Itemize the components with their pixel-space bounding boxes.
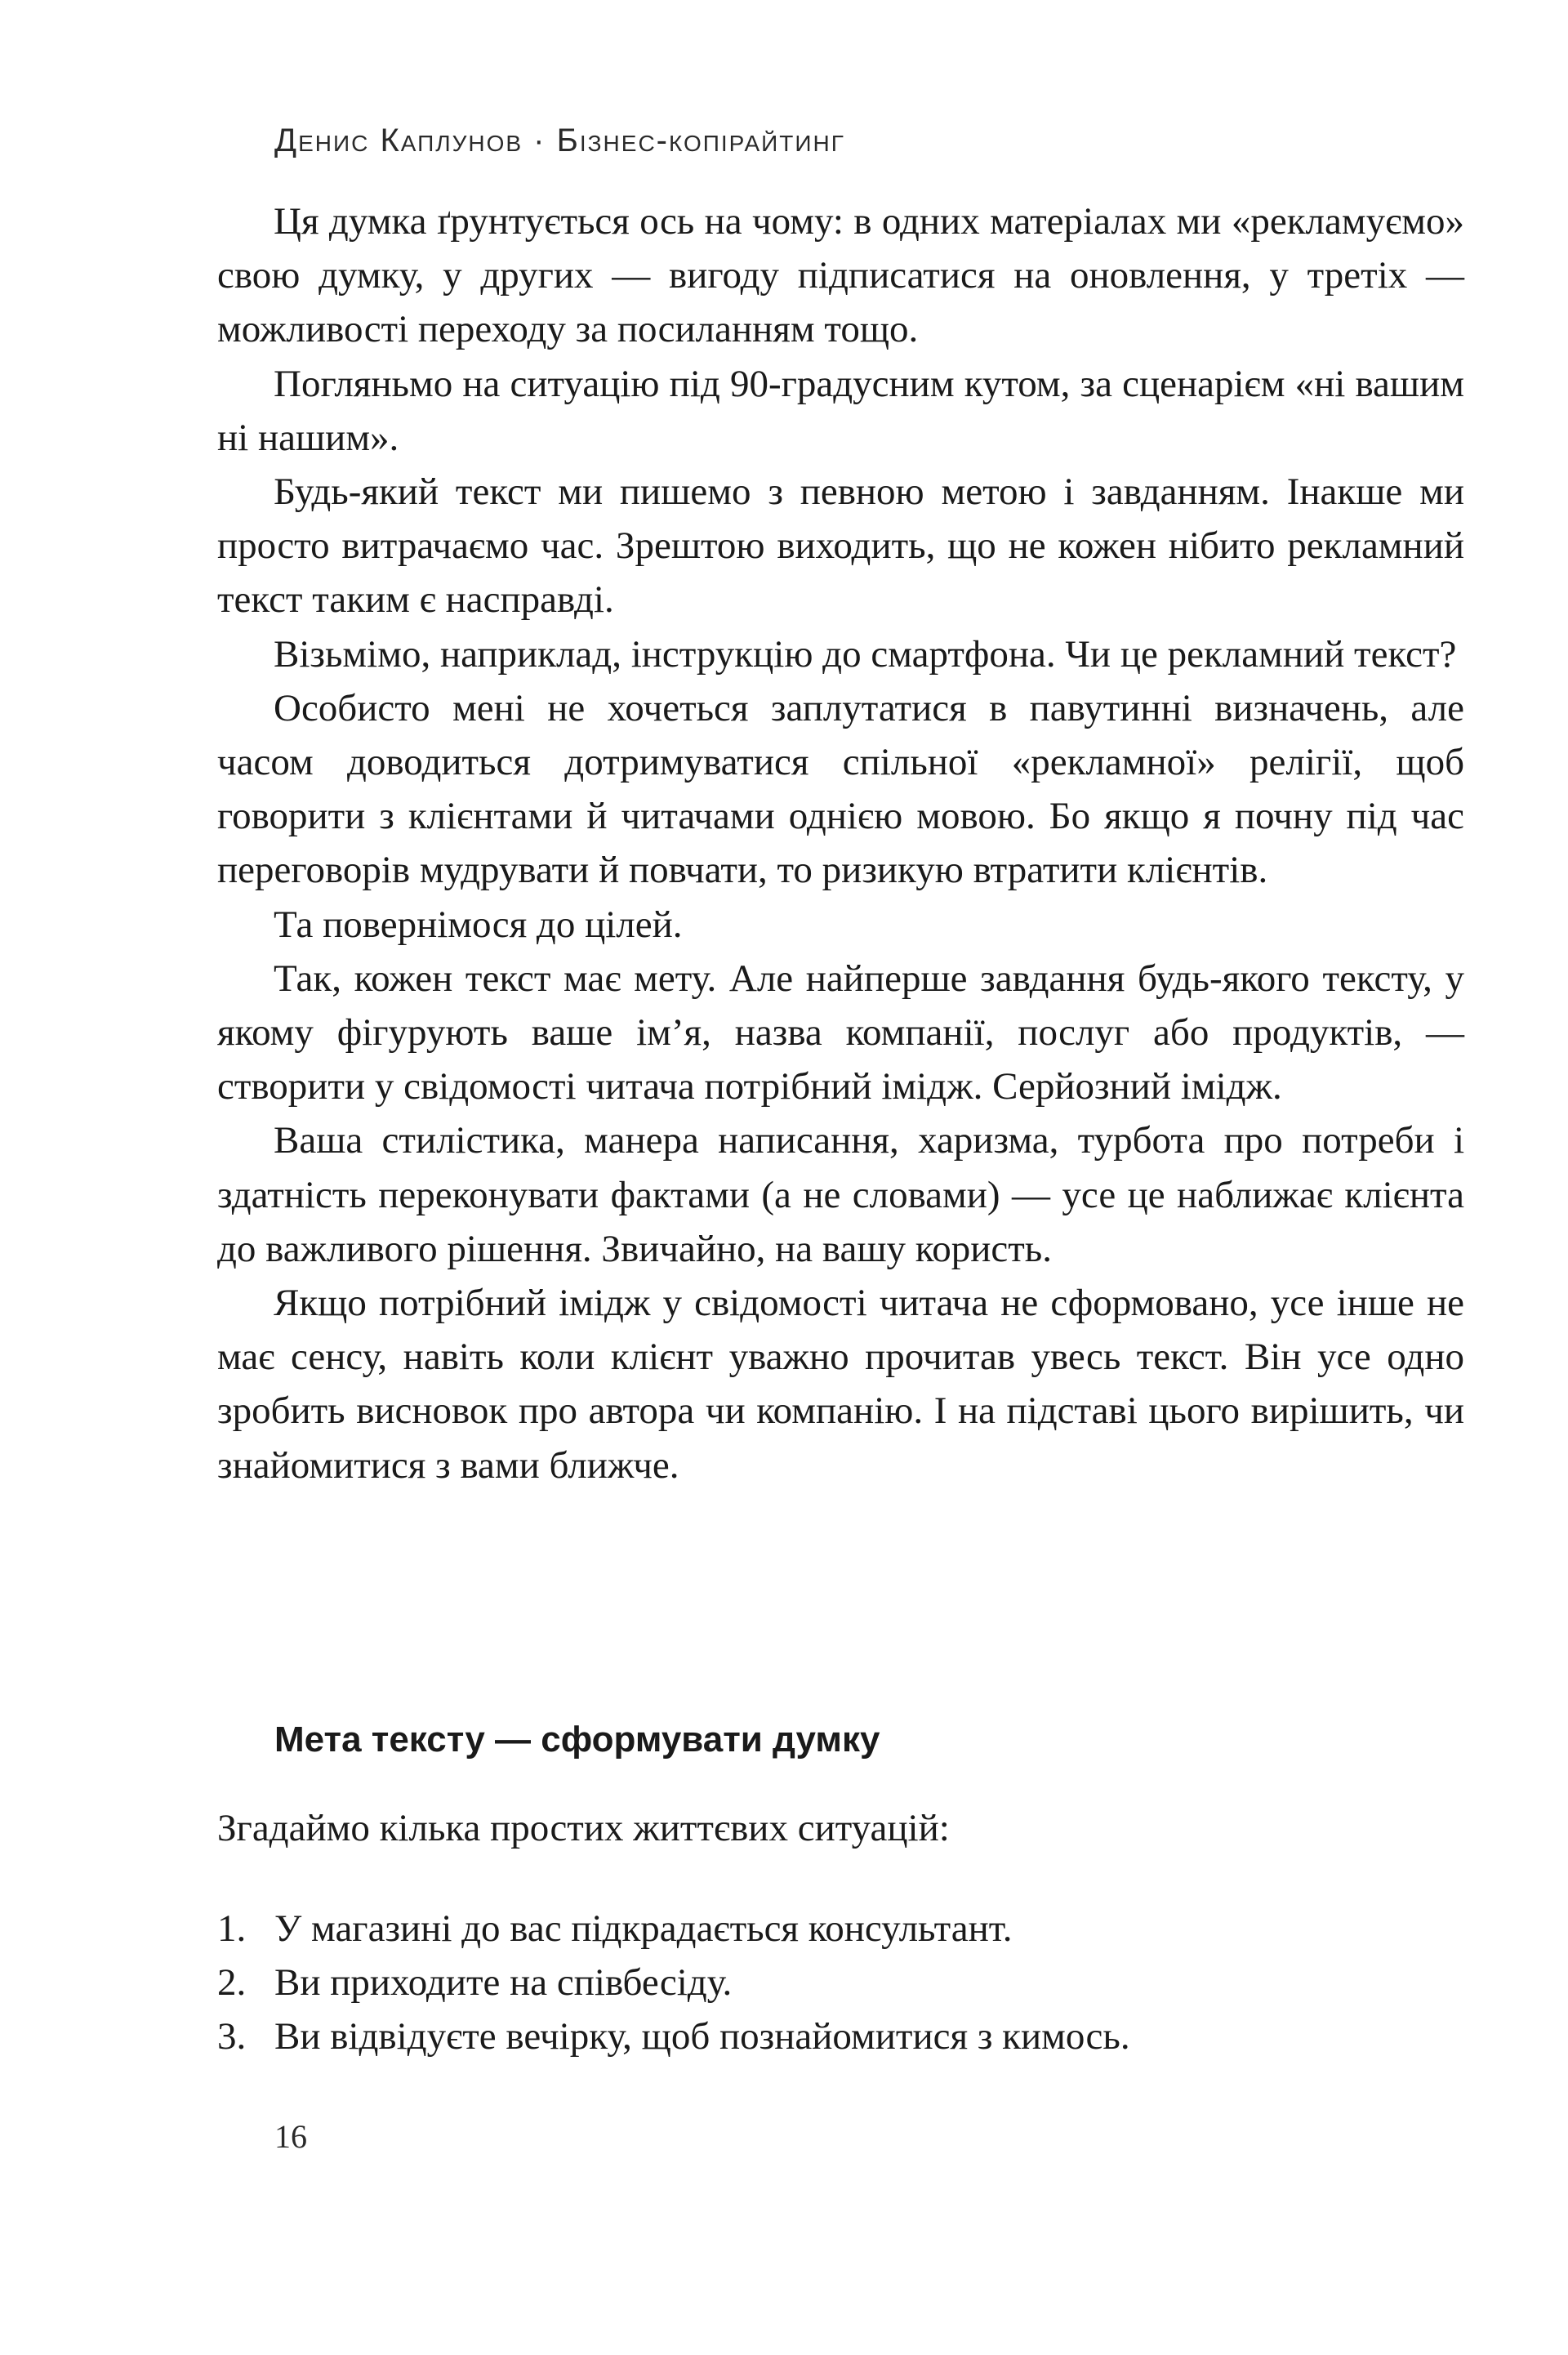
paragraph: Візьмімо, наприклад, інструкцію до смартфона. Чи це рекламний текст? <box>274 632 1457 676</box>
list-number: 2. <box>217 1961 247 2004</box>
list-number: 3. <box>217 2015 247 2058</box>
list-text: Ви приходите на співбесіду. <box>274 1961 733 2004</box>
section-heading: Мета тексту — сформувати думку <box>274 1719 880 1760</box>
list-item <box>217 1956 1130 2009</box>
section-intro: Згадаймо кілька простих життєвих ситуацій: <box>217 1807 950 1849</box>
paragraph: Та повернімося до цілей. <box>274 903 683 946</box>
list-text: Ви відвідуєте вечірку, щоб познайомитися з кимось. <box>274 2015 1130 2058</box>
list-text: У магазині до вас підкрадається консультант. <box>274 1907 1013 1950</box>
paragraph: Ця думка ґрунтується ось на чому: в одних матеріалах ми «рекламуємо» свою думку, у других — вигоду підписатися на оновлення, у третіх — можливості переходу за посиланням тощо. <box>217 200 1464 351</box>
page-number: 16 <box>274 2118 307 2155</box>
running-head: Денис Каплунов · Бізнес-копірайтинг <box>274 123 845 158</box>
paragraph: Якщо потрібний імідж у свідомості читача не сформовано, усе інше не має сенсу, навіть коли клієнт уважно прочитав увесь текст. Він усе одно зробить висновок про автора чи компанію. І на підставі цього вирішить, чи знайомитися з вами ближче. <box>217 1282 1464 1487</box>
situations-list <box>217 1902 1130 2063</box>
list-number: 1. <box>217 1907 247 1950</box>
paragraph: Ваша стилістика, манера написання, харизма, турбота про потреби і здатність переконувати фактами (а не словами) — усе це наближає клієнта до важливого рішення. Звичайно, на вашу користь. <box>217 1119 1464 1270</box>
body-text <box>217 194 1464 1492</box>
paragraph: Особисто мені не хочеться заплутатися в павутинні визначень, але часом доводиться дотримуватися спільної «рекламної» релігії, щоб говорити з клієнтами й читачами однією мовою. Бо якщо я почну під час переговорів мудрувати й повчати, то ризикую втратити клієнтів. <box>217 686 1464 892</box>
paragraph: Будь-який текст ми пишемо з певною метою і завданням. Інакше ми просто витрачаємо час. Зрештою виходить, що не кожен нібито рекламний текст таким є насправді. <box>217 471 1464 622</box>
list-item <box>217 1902 1130 1956</box>
paragraph: Погляньмо на ситуацію під 90-градусним кутом, за сценарієм «ні вашим ні нашим». <box>217 362 1464 459</box>
paragraph: Так, кожен текст має мету. Але найперше завдання будь-якого тексту, у якому фігурують ваше ім’я, назва компанії, послуг або продуктів, — створити у свідомості читача потрібний імідж. Серйозний імідж. <box>217 957 1464 1108</box>
list-item <box>217 2009 1130 2063</box>
